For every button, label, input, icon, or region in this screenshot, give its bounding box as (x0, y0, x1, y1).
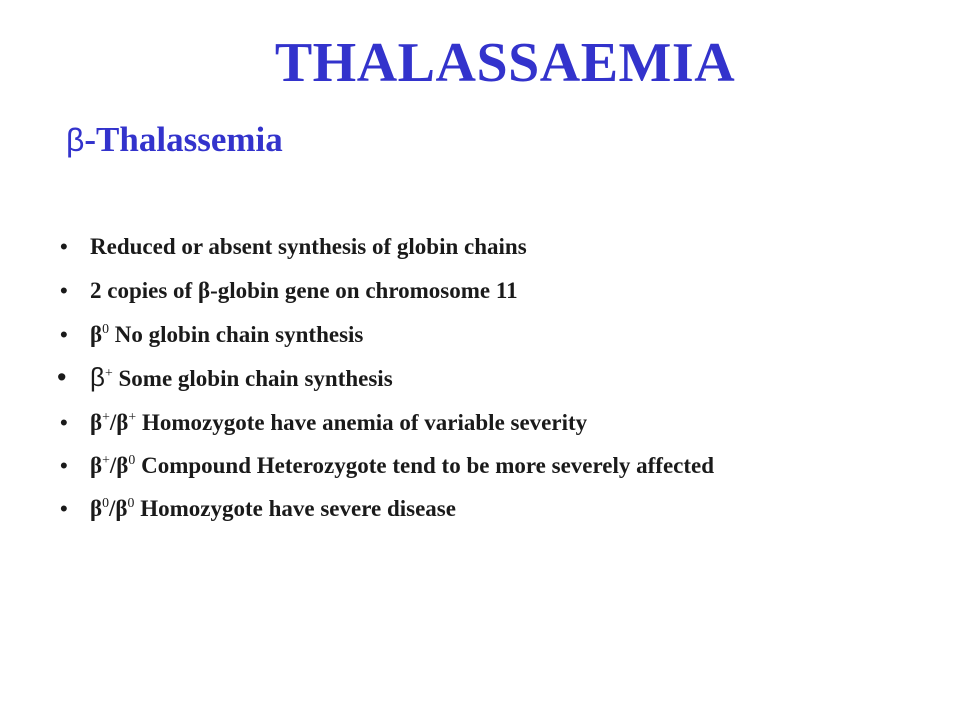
slide-subtitle (66, 118, 283, 162)
slash: / (109, 496, 116, 521)
bullet-dot: • (60, 496, 68, 521)
bullet-text: Reduced or absent synthesis of globin chains (90, 234, 527, 259)
subtitle-text: -Thalassemia (84, 120, 283, 159)
superscript: + (102, 409, 110, 425)
subtitle-beta: β (66, 122, 85, 158)
bullet-text: Compound Heterozygote tend to be more severely affected (135, 453, 715, 478)
beta-symbol: β (90, 362, 105, 392)
bullet-dot: • (57, 362, 67, 392)
bullet-text: Homozygote have severe disease (134, 496, 456, 521)
bullet-item (60, 450, 930, 481)
bullet-dot: • (60, 322, 68, 347)
slash: / (109, 453, 117, 478)
slide-title: THALASSAEMIA (274, 32, 736, 94)
bullet-item (60, 319, 930, 350)
bullet-dot: • (60, 453, 68, 478)
bullet-item (60, 231, 930, 262)
bullet-text: Some globin chain synthesis (112, 366, 393, 391)
beta-symbol: β (90, 410, 103, 435)
bullet-text: 2 copies of β-globin gene on chromosome 11 (90, 278, 518, 303)
bullet-item (60, 493, 930, 524)
beta-symbol: β (90, 453, 103, 478)
bullet-dot: • (60, 234, 68, 259)
bullet-item (57, 362, 930, 394)
beta-symbol: β (115, 496, 128, 521)
superscript: 0 (127, 495, 135, 511)
beta-symbol: β (116, 453, 129, 478)
bullet-dot: • (60, 278, 68, 303)
superscript: 0 (128, 452, 136, 468)
bullet-item (60, 407, 930, 438)
superscript: + (104, 365, 113, 381)
superscript: 0 (102, 321, 110, 337)
beta-symbol: β (90, 322, 103, 347)
superscript: + (102, 452, 110, 468)
superscript: + (128, 409, 137, 425)
bullet-dot: • (60, 410, 68, 435)
slash: / (109, 410, 117, 435)
beta-symbol: β (90, 496, 103, 521)
bullet-text: No globin chain synthesis (109, 322, 364, 347)
bullet-list (57, 231, 930, 524)
bullet-item (60, 275, 930, 306)
superscript: 0 (102, 495, 110, 511)
bullet-text: Homozygote have anemia of variable severity (136, 410, 588, 435)
beta-symbol: β (116, 410, 129, 435)
